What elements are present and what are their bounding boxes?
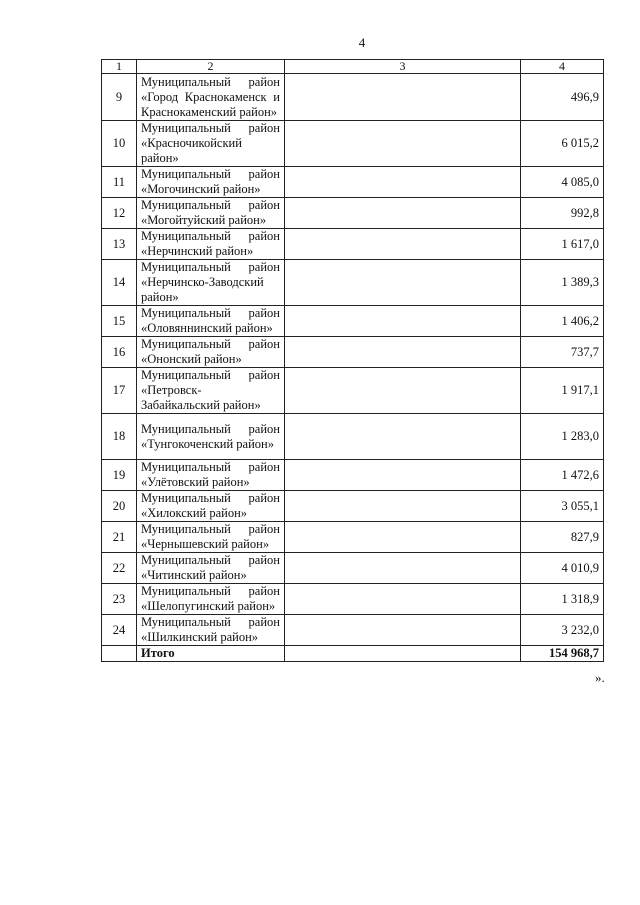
row-number: 17 — [102, 368, 137, 414]
table-row — [102, 553, 604, 584]
col3-cell — [285, 368, 521, 414]
allocation-table — [101, 59, 604, 662]
municipality-name: Муниципальный район «Петровск-Забайкальский район» — [137, 368, 285, 414]
amount-value: 4 010,9 — [521, 553, 604, 584]
amount-value: 1 389,3 — [521, 260, 604, 306]
total-num-cell — [102, 646, 137, 662]
municipality-name: Муниципальный район «Нерчинский район» — [137, 229, 285, 260]
municipality-name: Муниципальный район «Улётовский район» — [137, 460, 285, 491]
amount-value: 3 232,0 — [521, 615, 604, 646]
municipality-name: Муниципальный район «Могойтуйский район» — [137, 198, 285, 229]
amount-value: 3 055,1 — [521, 491, 604, 522]
col3-cell — [285, 260, 521, 306]
amount-value: 1 472,6 — [521, 460, 604, 491]
col3-cell — [285, 491, 521, 522]
total-value: 154 968,7 — [521, 646, 604, 662]
col3-cell — [285, 615, 521, 646]
col3-cell — [285, 229, 521, 260]
row-number: 14 — [102, 260, 137, 306]
amount-value: 1 406,2 — [521, 306, 604, 337]
table-row — [102, 198, 604, 229]
total-col3-cell — [285, 646, 521, 662]
row-number: 18 — [102, 414, 137, 460]
table-header-row — [102, 60, 604, 74]
amount-value: 1 283,0 — [521, 414, 604, 460]
amount-value: 1 318,9 — [521, 584, 604, 615]
row-number: 10 — [102, 121, 137, 167]
col3-cell — [285, 522, 521, 553]
col3-cell — [285, 198, 521, 229]
row-number: 15 — [102, 306, 137, 337]
amount-value: 827,9 — [521, 522, 604, 553]
amount-value: 496,9 — [521, 74, 604, 121]
table-row — [102, 491, 604, 522]
col3-cell — [285, 306, 521, 337]
table-row — [102, 229, 604, 260]
row-number: 20 — [102, 491, 137, 522]
amount-value: 4 085,0 — [521, 167, 604, 198]
col3-cell — [285, 337, 521, 368]
municipality-name: Муниципальный район «Чернышевский район» — [137, 522, 285, 553]
col3-cell — [285, 460, 521, 491]
col3-cell — [285, 167, 521, 198]
table-row — [102, 615, 604, 646]
table-row — [102, 337, 604, 368]
municipality-name: Муниципальный район «Шилкинский район» — [137, 615, 285, 646]
amount-value: 737,7 — [521, 337, 604, 368]
row-number: 22 — [102, 553, 137, 584]
row-number: 24 — [102, 615, 137, 646]
header-col-3: 3 — [285, 60, 521, 74]
total-label: Итого — [137, 646, 285, 662]
municipality-name: Муниципальный район «Тунгокоченский район» — [137, 414, 285, 460]
table-row — [102, 460, 604, 491]
municipality-name: Муниципальный район «Шелопугинский район» — [137, 584, 285, 615]
table-row — [102, 260, 604, 306]
table-row — [102, 121, 604, 167]
row-number: 9 — [102, 74, 137, 121]
municipality-name: Муниципальный район «Город Краснокаменск и Краснокаменский район» — [137, 74, 285, 121]
row-number: 13 — [102, 229, 137, 260]
col3-cell — [285, 74, 521, 121]
page-number: 4 — [358, 35, 366, 50]
municipality-name: Муниципальный район «Читинский район» — [137, 553, 285, 584]
header-col-2: 2 — [137, 60, 285, 74]
amount-value: 1 617,0 — [521, 229, 604, 260]
row-number: 19 — [102, 460, 137, 491]
col3-cell — [285, 553, 521, 584]
municipality-name: Муниципальный район «Оловяннинский район» — [137, 306, 285, 337]
row-number: 16 — [102, 337, 137, 368]
total-row — [102, 646, 604, 662]
row-number: 11 — [102, 167, 137, 198]
header-col-1: 1 — [102, 60, 137, 74]
municipality-name: Муниципальный район «Могочинский район» — [137, 167, 285, 198]
row-number: 12 — [102, 198, 137, 229]
table-row — [102, 368, 604, 414]
municipality-name: Муниципальный район «Ононский район» — [137, 337, 285, 368]
municipality-name: Муниципальный район «Красночикойский район» — [137, 121, 285, 167]
amount-value: 6 015,2 — [521, 121, 604, 167]
table-row — [102, 167, 604, 198]
amount-value: 1 917,1 — [521, 368, 604, 414]
row-number: 23 — [102, 584, 137, 615]
row-number: 21 — [102, 522, 137, 553]
closing-quote-mark: ». — [595, 670, 605, 685]
header-col-4: 4 — [521, 60, 604, 74]
amount-value: 992,8 — [521, 198, 604, 229]
col3-cell — [285, 121, 521, 167]
municipality-name: Муниципальный район «Нерчинско-Заводский район» — [137, 260, 285, 306]
col3-cell — [285, 414, 521, 460]
table-row — [102, 74, 604, 121]
table-row — [102, 306, 604, 337]
col3-cell — [285, 584, 521, 615]
table-body — [102, 74, 604, 646]
municipality-name: Муниципальный район «Хилокский район» — [137, 491, 285, 522]
table-row — [102, 414, 604, 460]
table-row — [102, 584, 604, 615]
table-row — [102, 522, 604, 553]
